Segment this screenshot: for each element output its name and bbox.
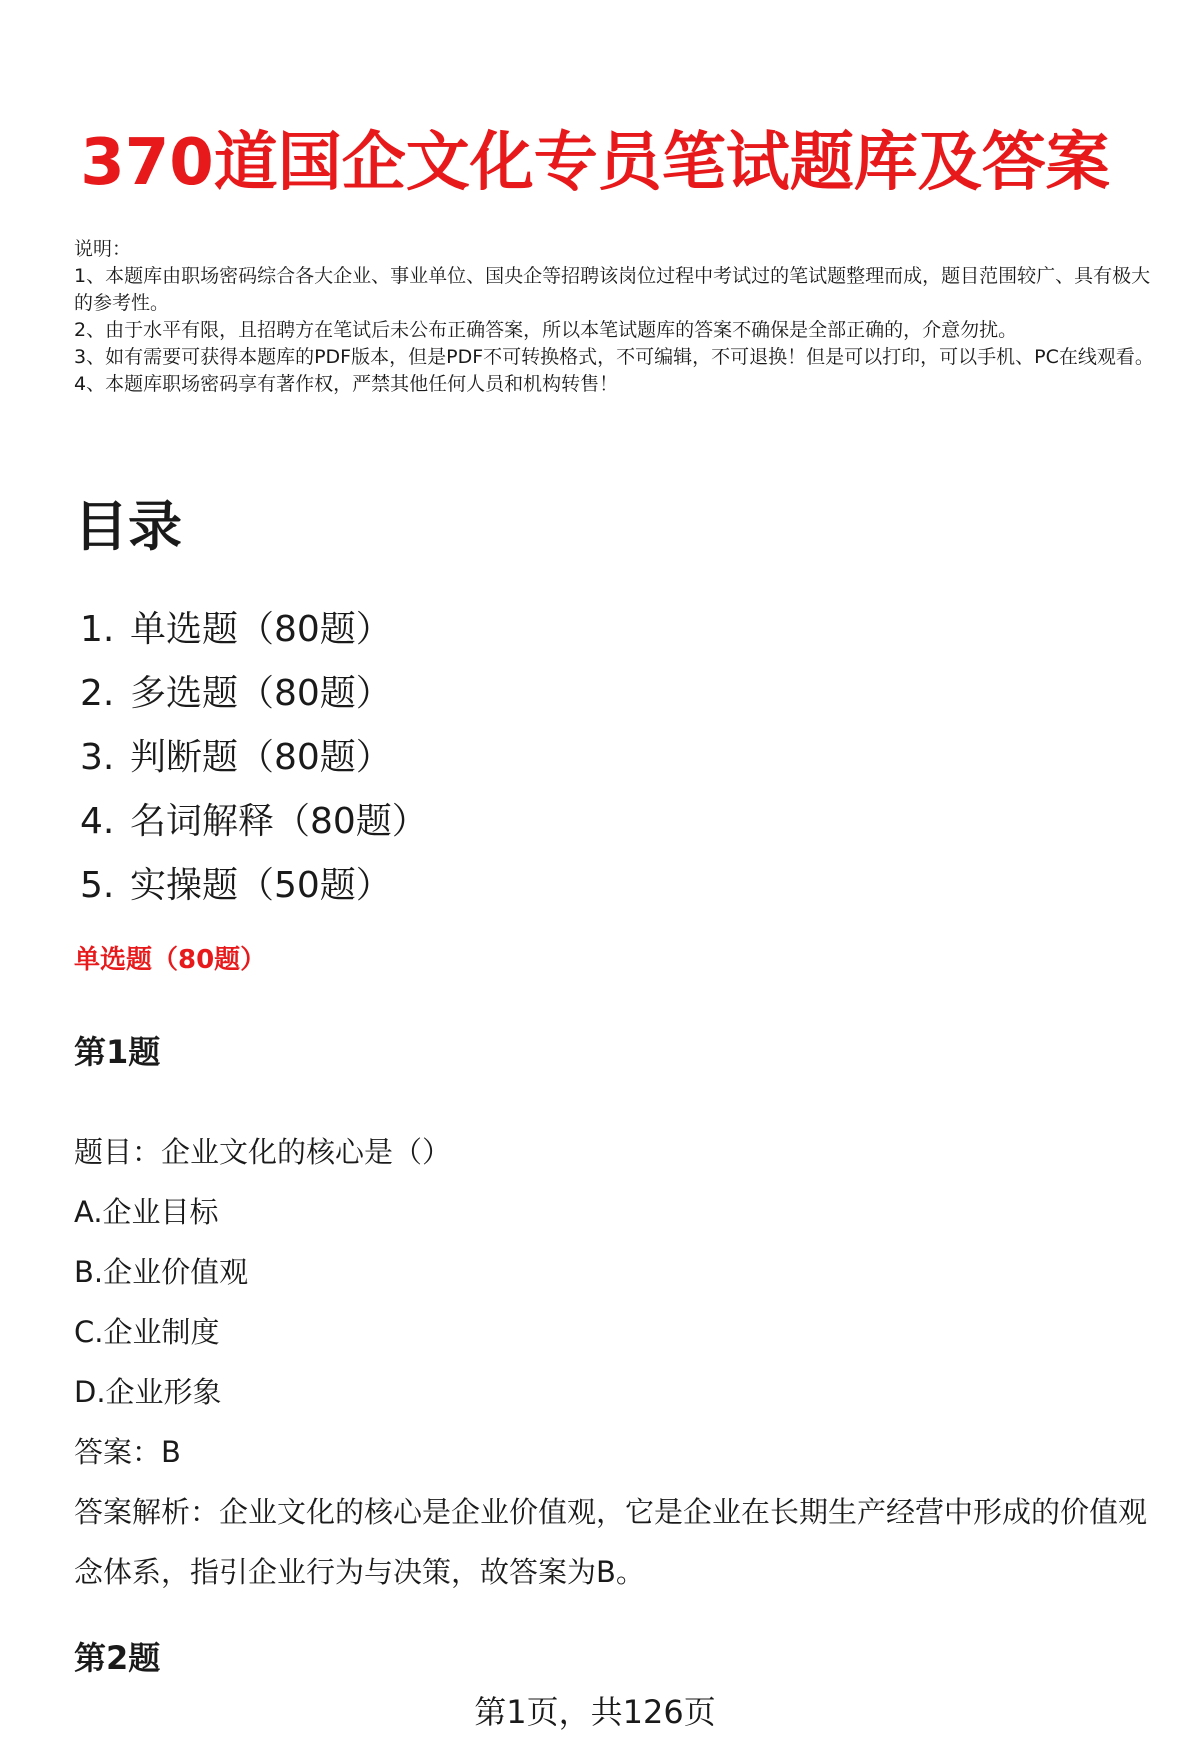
table-of-contents: [80, 598, 428, 918]
toc-item-label: 判断题（80题）: [130, 737, 392, 778]
toc-item-number: 4.: [80, 801, 115, 842]
toc-item[interactable]: [80, 598, 428, 662]
notes-block: [74, 236, 1154, 398]
toc-item-label: 实操题（50题）: [130, 865, 392, 906]
answer: 答案：B: [74, 1435, 181, 1469]
page-footer: 第1页，共126页: [474, 1693, 716, 1731]
note-item: 1、本题库由职场密码综合各大企业、事业单位、国央企等招聘该岗位过程中考试过的笔试题整理而成，题目范围较广、具有极大的参考性。: [74, 265, 1151, 314]
toc-item-label: 多选题（80题）: [130, 673, 392, 714]
question-text: 题目：企业文化的核心是（）: [74, 1135, 452, 1169]
toc-item-number: 3.: [80, 737, 115, 778]
toc-item[interactable]: [80, 854, 428, 918]
toc-item[interactable]: [80, 790, 428, 854]
note-item: 3、如有需要可获得本题库的PDF版本，但是PDF不可转换格式，不可编辑，不可退换！但是可以打印，可以手机、PC在线观看。: [74, 346, 1154, 368]
question-heading: 第2题: [74, 1639, 161, 1677]
option-d: D.企业形象: [74, 1375, 222, 1409]
option-c: C.企业制度: [74, 1315, 220, 1349]
note-item: 2、由于水平有限，且招聘方在笔试后未公布正确答案，所以本笔试题库的答案不确保是全部正确的，介意勿扰。: [74, 319, 1018, 341]
toc-item-number: 5.: [80, 865, 115, 906]
toc-item-label: 单选题（80题）: [130, 609, 392, 650]
note-item: 4、本题库职场密码享有著作权，严禁其他任何人员和机构转售！: [74, 373, 619, 395]
notes-heading: 说明：: [74, 238, 132, 260]
section-title: 单选题（80题）: [74, 945, 267, 975]
toc-item[interactable]: [80, 662, 428, 726]
option-a: A.企业目标: [74, 1195, 219, 1229]
question-body: [74, 1122, 1160, 1602]
toc-item[interactable]: [80, 726, 428, 790]
toc-item-label: 名词解释（80题）: [130, 801, 428, 842]
option-b: B.企业价值观: [74, 1255, 249, 1289]
toc-item-number: 2.: [80, 673, 115, 714]
toc-heading: 目录: [74, 495, 182, 558]
question-heading: 第1题: [74, 1033, 161, 1071]
answer-analysis: 答案解析：企业文化的核心是企业价值观，它是企业在长期生产经营中形成的价值观念体系，指引企业行为与决策，故答案为B。: [74, 1495, 1148, 1589]
toc-item-number: 1.: [80, 609, 115, 650]
document-title: 370道国企文化专员笔试题库及答案: [80, 126, 1110, 200]
